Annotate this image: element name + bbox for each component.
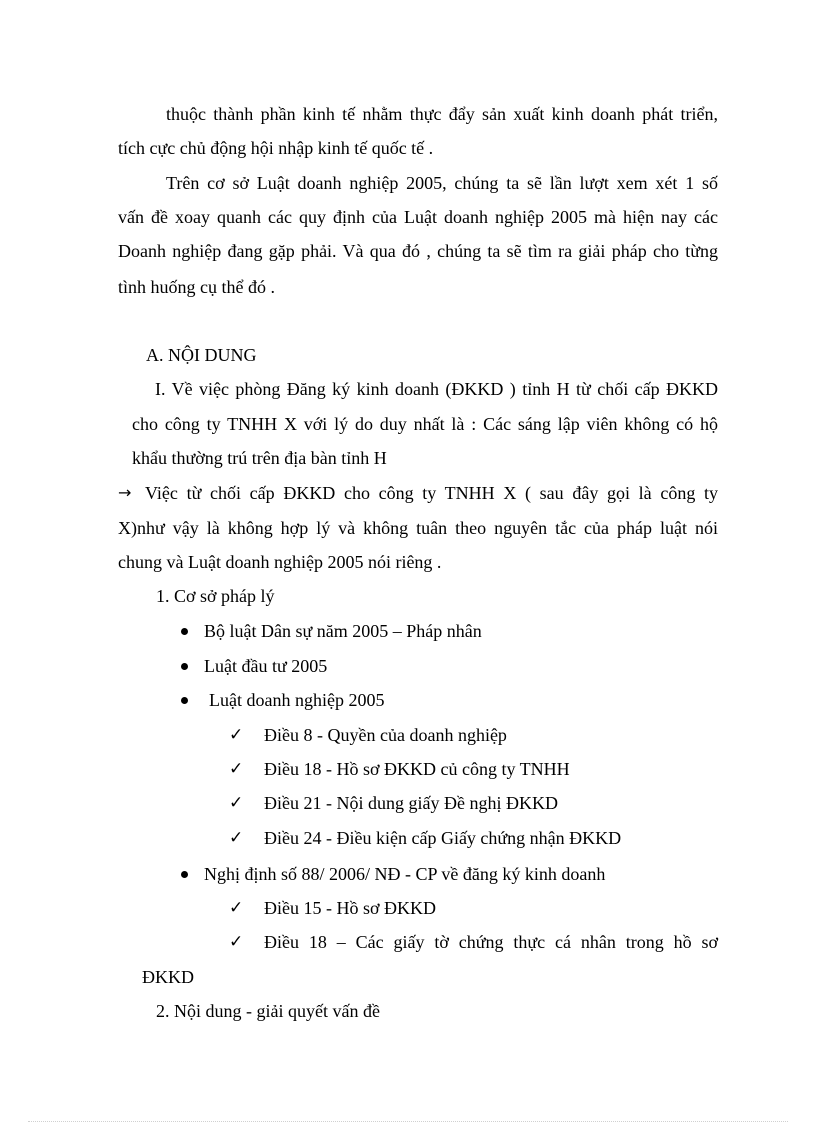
- check-icon: ✓: [229, 828, 244, 848]
- check-item-3: Điều 21 - Nội dung giấy Đề nghị ĐKKD: [264, 793, 558, 813]
- check-icon: ✓: [229, 725, 244, 745]
- intro-line-2: tích cực chủ động hội nhập kinh tế quốc tế .: [118, 138, 434, 158]
- check-item-6: Điều 18 – Các giấy tờ chứng thực cá nhân trong hồ sơ: [264, 932, 718, 952]
- check-icon: ✓: [229, 932, 244, 952]
- arrow-line-3: chung và Luật doanh nghiệp 2005 nói riêng .: [118, 552, 442, 572]
- arrow-line-1: Việc từ chối cấp ĐKKD cho công ty TNHH X ( sau đây gọi là công ty: [145, 483, 718, 503]
- arrow-icon: →: [118, 483, 132, 502]
- check-icon: ✓: [229, 898, 244, 918]
- intro-line-1: thuộc thành phần kinh tế nhằm thực đẩy sản xuất kinh doanh phát triển,: [166, 104, 718, 124]
- intro-line-3: Trên cơ sở Luật doanh nghiệp 2005, chúng ta sẽ lần lượt xem xét 1 số: [166, 173, 718, 193]
- intro-line-6: tình huống cụ thể đó .: [118, 277, 275, 297]
- arrow-line-2: X)như vậy là không hợp lý và không tuân theo nguyên tắc của pháp luật nói: [118, 518, 718, 538]
- bullet-item-1: Bộ luật Dân sự năm 2005 – Pháp nhân: [204, 621, 482, 641]
- subheading-1: 1. Cơ sở pháp lý: [156, 586, 275, 606]
- intro-line-4: vấn đề xoay quanh các quy định của Luật doanh nghiệp 2005 mà hiện nay các: [118, 207, 718, 227]
- section-heading: A. NỘI DUNG: [146, 345, 257, 365]
- check-item-4: Điều 24 - Điều kiện cấp Giấy chứng nhận ĐKKD: [264, 828, 622, 848]
- bullet-icon: [181, 663, 188, 670]
- bullet-icon: [181, 628, 188, 635]
- item-i-line-2: cho công ty TNHH X với lý do duy nhất là : Các sáng lập viên không có hộ: [132, 414, 718, 434]
- page-bottom-rule: [28, 1121, 788, 1122]
- intro-line-5: Doanh nghiệp đang gặp phải. Và qua đó , chúng ta sẽ tìm ra giải pháp cho từng: [118, 241, 718, 261]
- bullet-item-3: Luật doanh nghiệp 2005: [209, 690, 385, 710]
- bullet-item-2: Luật đầu tư 2005: [204, 656, 328, 676]
- check-icon: ✓: [229, 793, 244, 813]
- check-item-2: Điều 18 - Hồ sơ ĐKKD củ công ty TNHH: [264, 759, 570, 779]
- check-item-6-tail: ĐKKD: [142, 967, 194, 987]
- subheading-2: 2. Nội dung - giải quyết vấn đề: [156, 1001, 380, 1021]
- check-item-5: Điều 15 - Hồ sơ ĐKKD: [264, 898, 437, 918]
- check-item-1: Điều 8 - Quyền của doanh nghiệp: [264, 725, 507, 745]
- bullet-icon: [181, 871, 188, 878]
- bullet-icon: [181, 697, 188, 704]
- bullet-item-4: Nghị định số 88/ 2006/ NĐ - CP về đăng ký kinh doanh: [204, 864, 606, 884]
- check-icon: ✓: [229, 759, 244, 779]
- item-i-line-1: I. Về việc phòng Đăng ký kinh doanh (ĐKKD ) tỉnh H từ chối cấp ĐKKD: [155, 379, 718, 399]
- item-i-line-3: khẩu thường trú trên địa bàn tỉnh H: [132, 448, 387, 468]
